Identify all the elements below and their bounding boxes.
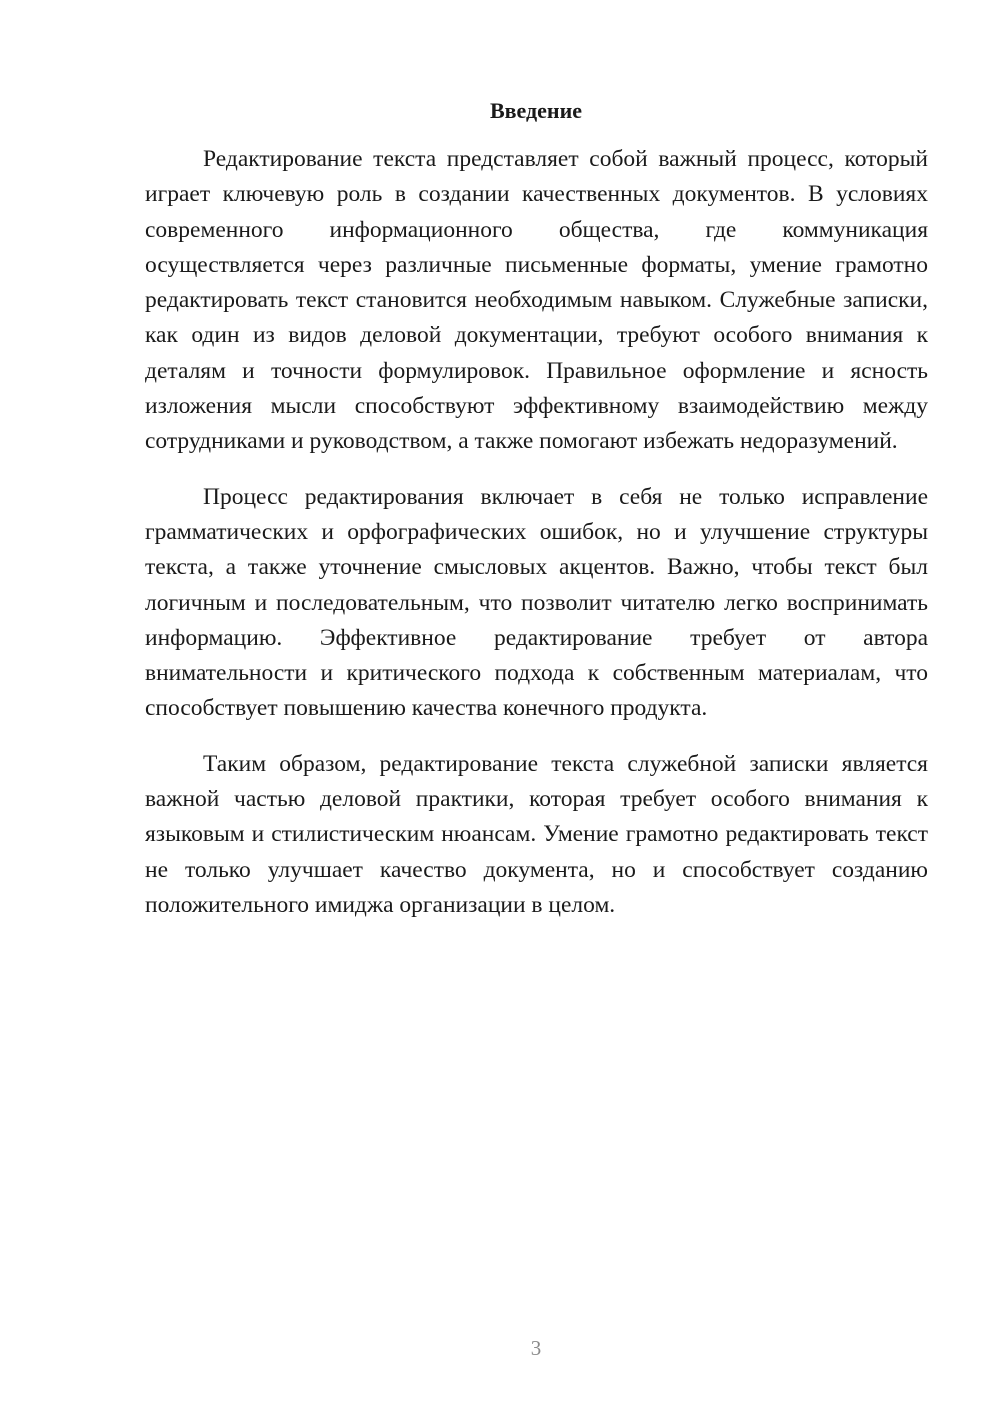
paragraph: Процесс редактирования включает в себя не только исправление грамматических и орфографических ошибок, но и улучшение структуры текста, а также уточнение смысловых акцентов. Важно, чтобы текст был логичным и последовательным, что позволит читателю легко воспринимать информацию. Эффективное редактирование требует от автора внимательности и критического подхода к собственным материалам, что способствует повышению качества конечного продукта. (145, 483, 928, 722)
paragraph: Редактирование текста представляет собой важный процесс, который играет ключевую роль в создании качественных документов. В условиях современного информационного общества, где коммуникация осуществляется через различные письменные форматы, умение грамотно редактировать текст становится необходимым навыком. Служебные записки, как один из видов деловой документации, требуют особого внимания к деталям и точности формулировок. Правильное оформление и ясность изложения мысли способствуют эффективному взаимодействию между сотрудниками и руководством, а также помогают избежать недоразумений. (145, 146, 928, 455)
paragraph: Таким образом, редактирование текста служебной записки является важной частью деловой практики, которая требует особого внимания к языковым и стилистическим нюансам. Умение грамотно редактировать текст не только улучшает качество документа, но и способствует созданию положительного имиджа организации в целом. (145, 750, 928, 918)
page-number: 3 (530, 1336, 542, 1360)
section-title: Введение (489, 98, 583, 123)
section-body (145, 142, 928, 923)
